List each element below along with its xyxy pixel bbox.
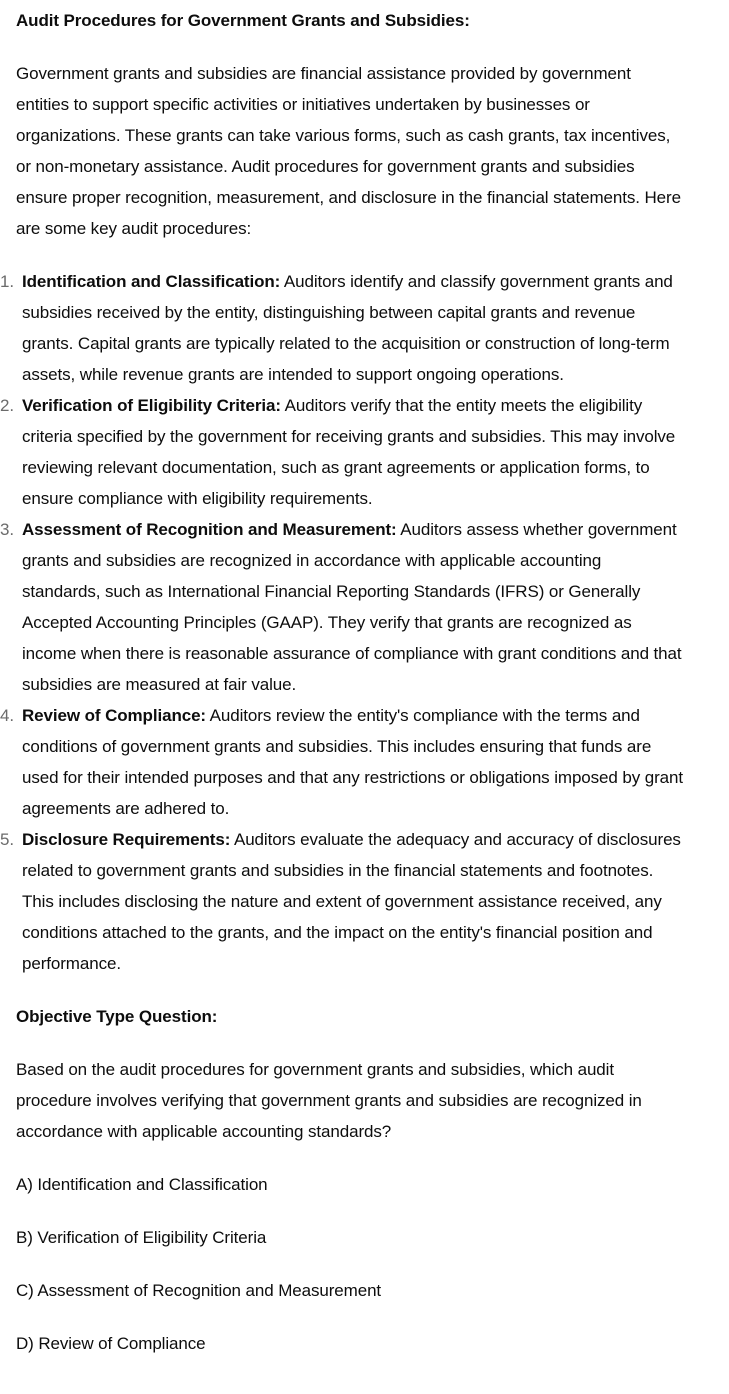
list-item: [0, 514, 684, 700]
list-number: 3.: [0, 520, 14, 539]
procedure-text: Auditors identify and classify government grants and subsidies received by the entity, distinguishing between capital grants and revenue grants. Capital grants are typically related to the acquisition or construction of long-term assets, while revenue grants are intended to support ongoing operations.: [22, 272, 673, 384]
procedure-text: Auditors assess whether government grants and subsidies are recognized in accordance with applicable accounting standards, such as International Financial Reporting Standards (IFRS) or Generally Accepted Accounting Principles (GAAP). They verify that grants are recognized as income when there is reasonable assurance of compliance with grant conditions and that subsidies are measured at fair value.: [22, 520, 682, 694]
procedure-text: Auditors verify that the entity meets the eligibility criteria specified by the government for receiving grants and subsidies. This may involve reviewing relevant documentation, such as grant agreements or application forms, to ensure compliance with eligibility requirements.: [22, 396, 676, 508]
option-b: B) Verification of Eligibility Criteria: [16, 1228, 267, 1247]
list-number: 4.: [0, 706, 14, 725]
procedure-text: Auditors evaluate the adequacy and accuracy of disclosures related to government grants and subsidies in the financial statements and footnotes. This includes disclosing the nature and extent of government assistance received, any conditions attached to the grants, and the impact on the entity's financial position and performance.: [22, 830, 681, 973]
list-number: 5.: [0, 830, 14, 849]
answer-options: [16, 1169, 684, 1359]
procedure-title: Assessment of Recognition and Measurement:: [22, 520, 397, 539]
list-item: [0, 266, 684, 390]
list-item: [0, 700, 684, 824]
question-text: Based on the audit procedures for government grants and subsidies, which audit procedure involves verifying that government grants and subsidies are recognized in accordance with applicable accounting standards?: [16, 1060, 642, 1141]
intro-paragraph: Government grants and subsidies are financial assistance provided by government entities to support specific activities or initiatives undertaken by businesses or organizations. These grants can take various forms, such as cash grants, tax incentives, or non-monetary assistance. Audit procedures for government grants and subsidies ensure proper recognition, measurement, and disclosure in the financial statements. Here are some key audit procedures:: [16, 64, 681, 238]
option-a: A) Identification and Classification: [16, 1175, 268, 1194]
section-heading: Audit Procedures for Government Grants and Subsidies:: [16, 11, 470, 30]
procedure-title: Review of Compliance:: [22, 706, 206, 725]
procedure-title: Identification and Classification:: [22, 272, 281, 291]
procedure-title: Verification of Eligibility Criteria:: [22, 396, 281, 415]
procedures-list: [0, 266, 684, 979]
option-c: C) Assessment of Recognition and Measurement: [16, 1281, 382, 1300]
option-d: D) Review of Compliance: [16, 1334, 206, 1353]
chat-message-content: [0, 5, 684, 1359]
question-heading: Objective Type Question:: [16, 1007, 218, 1026]
procedure-title: Disclosure Requirements:: [22, 830, 231, 849]
list-number: 2.: [0, 396, 14, 415]
list-item: [0, 824, 684, 979]
procedure-text: Auditors review the entity's compliance with the terms and conditions of government grants and subsidies. This includes ensuring that funds are used for their intended purposes and that any restrictions or obligations imposed by grant agreements are adhered to.: [22, 706, 684, 818]
list-number: 1.: [0, 272, 14, 291]
list-item: [0, 390, 684, 514]
